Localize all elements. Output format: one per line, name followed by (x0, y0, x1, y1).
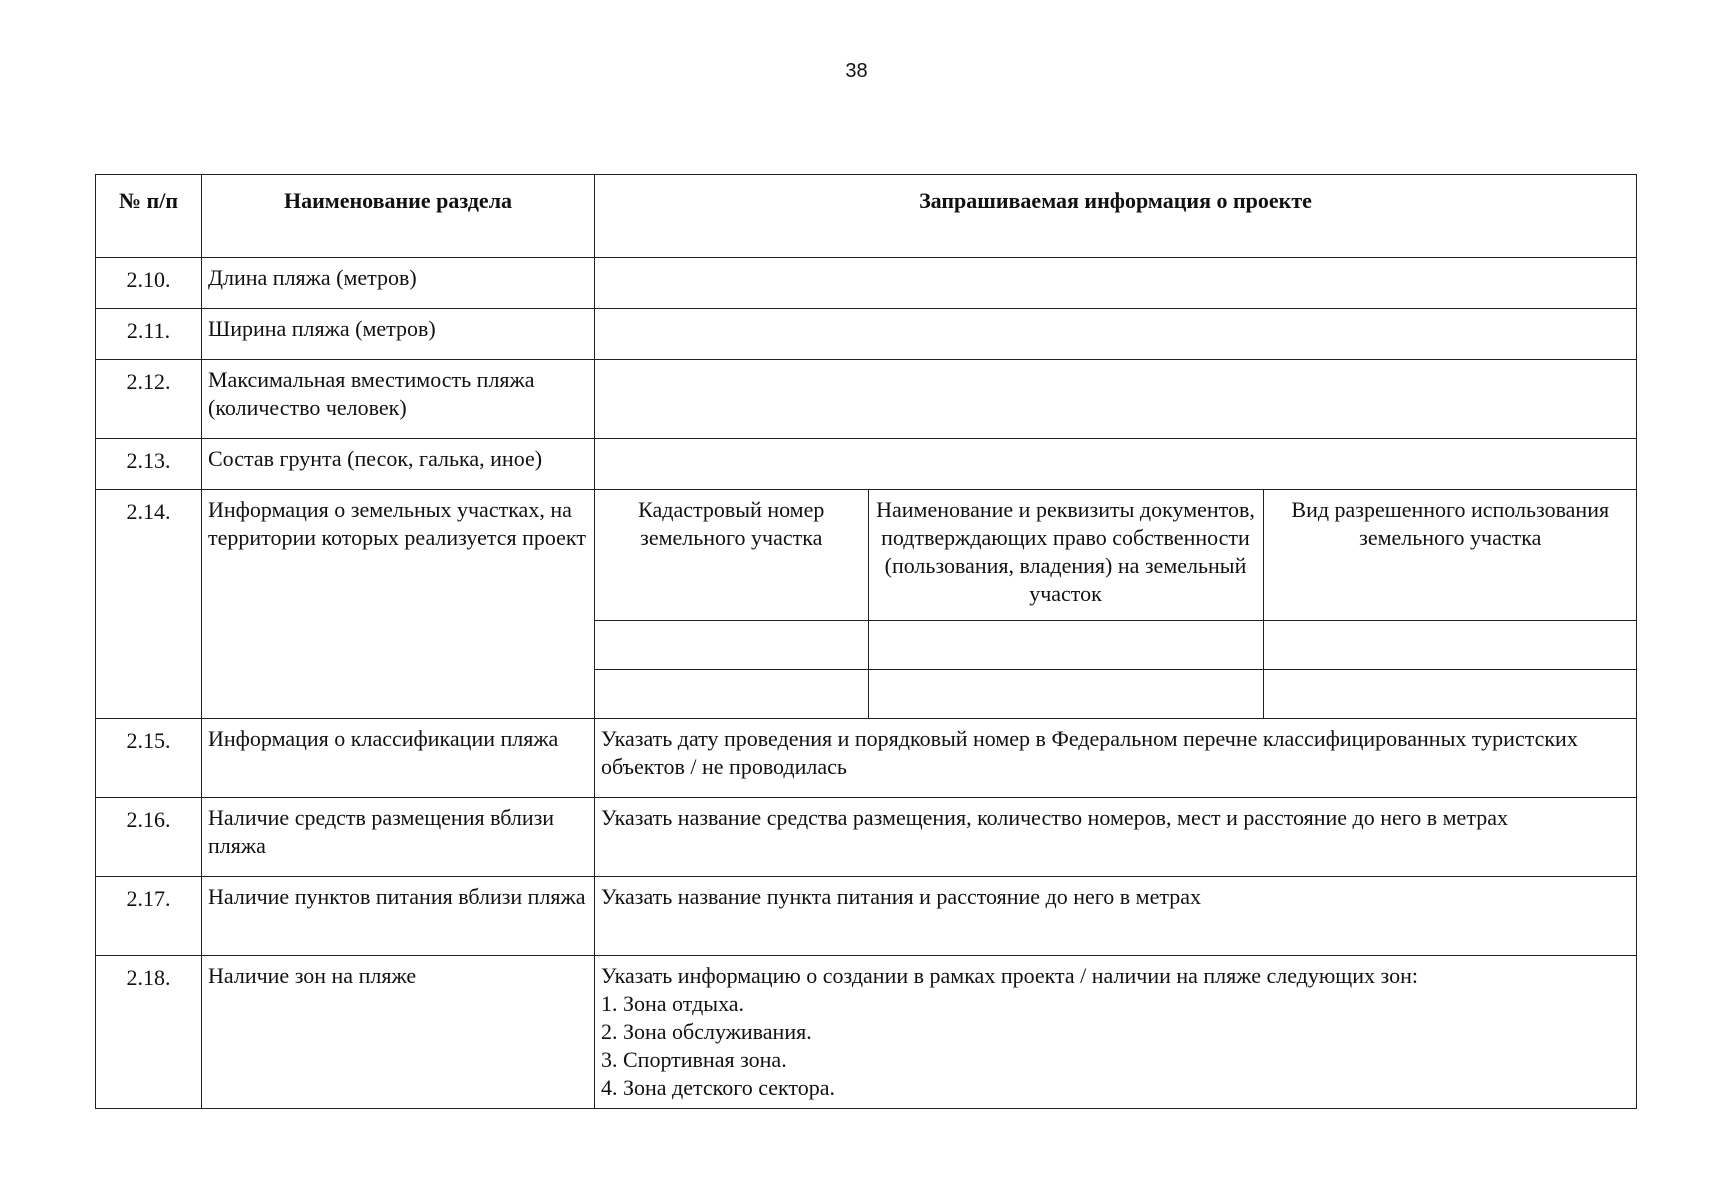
table-row (96, 309, 1637, 360)
row-info (595, 360, 1637, 439)
subheader-ownership-documents: Наименование и реквизиты документов, подтверждающих право собственности (пользования, владения) на земельный участок (868, 490, 1263, 621)
row-number: 2.14. (96, 490, 202, 719)
row-info: Указать название пункта питания и расстояние до него в метрах (595, 877, 1637, 956)
row-info (595, 956, 1637, 1109)
table-row (96, 956, 1637, 1109)
row-info (595, 309, 1637, 360)
empty-cell (868, 621, 1263, 670)
list-item: 2. Зона обслуживания. (601, 1019, 812, 1044)
row-number: 2.17. (96, 877, 202, 956)
row-info: Указать название средства размещения, количество номеров, мест и расстояние до него в метрах (595, 798, 1637, 877)
empty-cell (1263, 621, 1637, 670)
table-row (96, 798, 1637, 877)
row-section: Информация о земельных участках, на территории которых реализуется проект (202, 490, 595, 719)
row-number: 2.16. (96, 798, 202, 877)
table-row (96, 258, 1637, 309)
row-number: 2.15. (96, 719, 202, 798)
header-info: Запрашиваемая информация о проекте (595, 175, 1637, 258)
land-plots-empty-row (595, 670, 1637, 719)
row-info (595, 439, 1637, 490)
table-row (96, 877, 1637, 956)
row-number: 2.12. (96, 360, 202, 439)
project-info-table (95, 174, 1637, 1109)
list-item: 1. Зона отдыха. (601, 991, 745, 1016)
row-section: Наличие средств размещения вблизи пляжа (202, 798, 595, 877)
row-section: Наличие пунктов питания вблизи пляжа (202, 877, 595, 956)
row-info: Указать дату проведения и порядковый номер в Федеральном перечне классифицированных туристских объектов / не проводилась (595, 719, 1637, 798)
table-row-land-plots (96, 490, 1637, 719)
land-plots-table (595, 490, 1637, 718)
row-section: Наличие зон на пляже (202, 956, 595, 1109)
zones-list (601, 990, 1630, 1102)
row-number: 2.18. (96, 956, 202, 1109)
header-num: № п/п (96, 175, 202, 258)
table-row (96, 439, 1637, 490)
row-section: Информация о классификации пляжа (202, 719, 595, 798)
row-number: 2.11. (96, 309, 202, 360)
empty-cell (1263, 670, 1637, 719)
list-item: 4. Зона детского сектора. (601, 1075, 835, 1100)
row-section: Длина пляжа (метров) (202, 258, 595, 309)
row-section: Ширина пляжа (метров) (202, 309, 595, 360)
empty-cell (868, 670, 1263, 719)
row-number: 2.13. (96, 439, 202, 490)
empty-cell (595, 621, 868, 670)
row-section: Максимальная вместимость пляжа (количество человек) (202, 360, 595, 439)
table-row (96, 719, 1637, 798)
zones-intro: Указать информацию о создании в рамках проекта / наличии на пляже следующих зон: (601, 963, 1418, 988)
table-row (96, 360, 1637, 439)
header-section: Наименование раздела (202, 175, 595, 258)
land-plots-header-row (595, 490, 1637, 621)
subheader-permitted-use: Вид разрешенного использования земельного участка (1263, 490, 1637, 621)
list-item: 3. Спортивная зона. (601, 1047, 787, 1072)
land-plots-empty-row (595, 621, 1637, 670)
page-number: 38 (845, 60, 868, 82)
empty-cell (595, 670, 868, 719)
land-plots-cell (595, 490, 1637, 719)
table-header-row (96, 175, 1637, 258)
subheader-cadastral-number: Кадастровый номер земельного участка (595, 490, 868, 621)
row-section: Состав грунта (песок, галька, иное) (202, 439, 595, 490)
row-number: 2.10. (96, 258, 202, 309)
row-info (595, 258, 1637, 309)
